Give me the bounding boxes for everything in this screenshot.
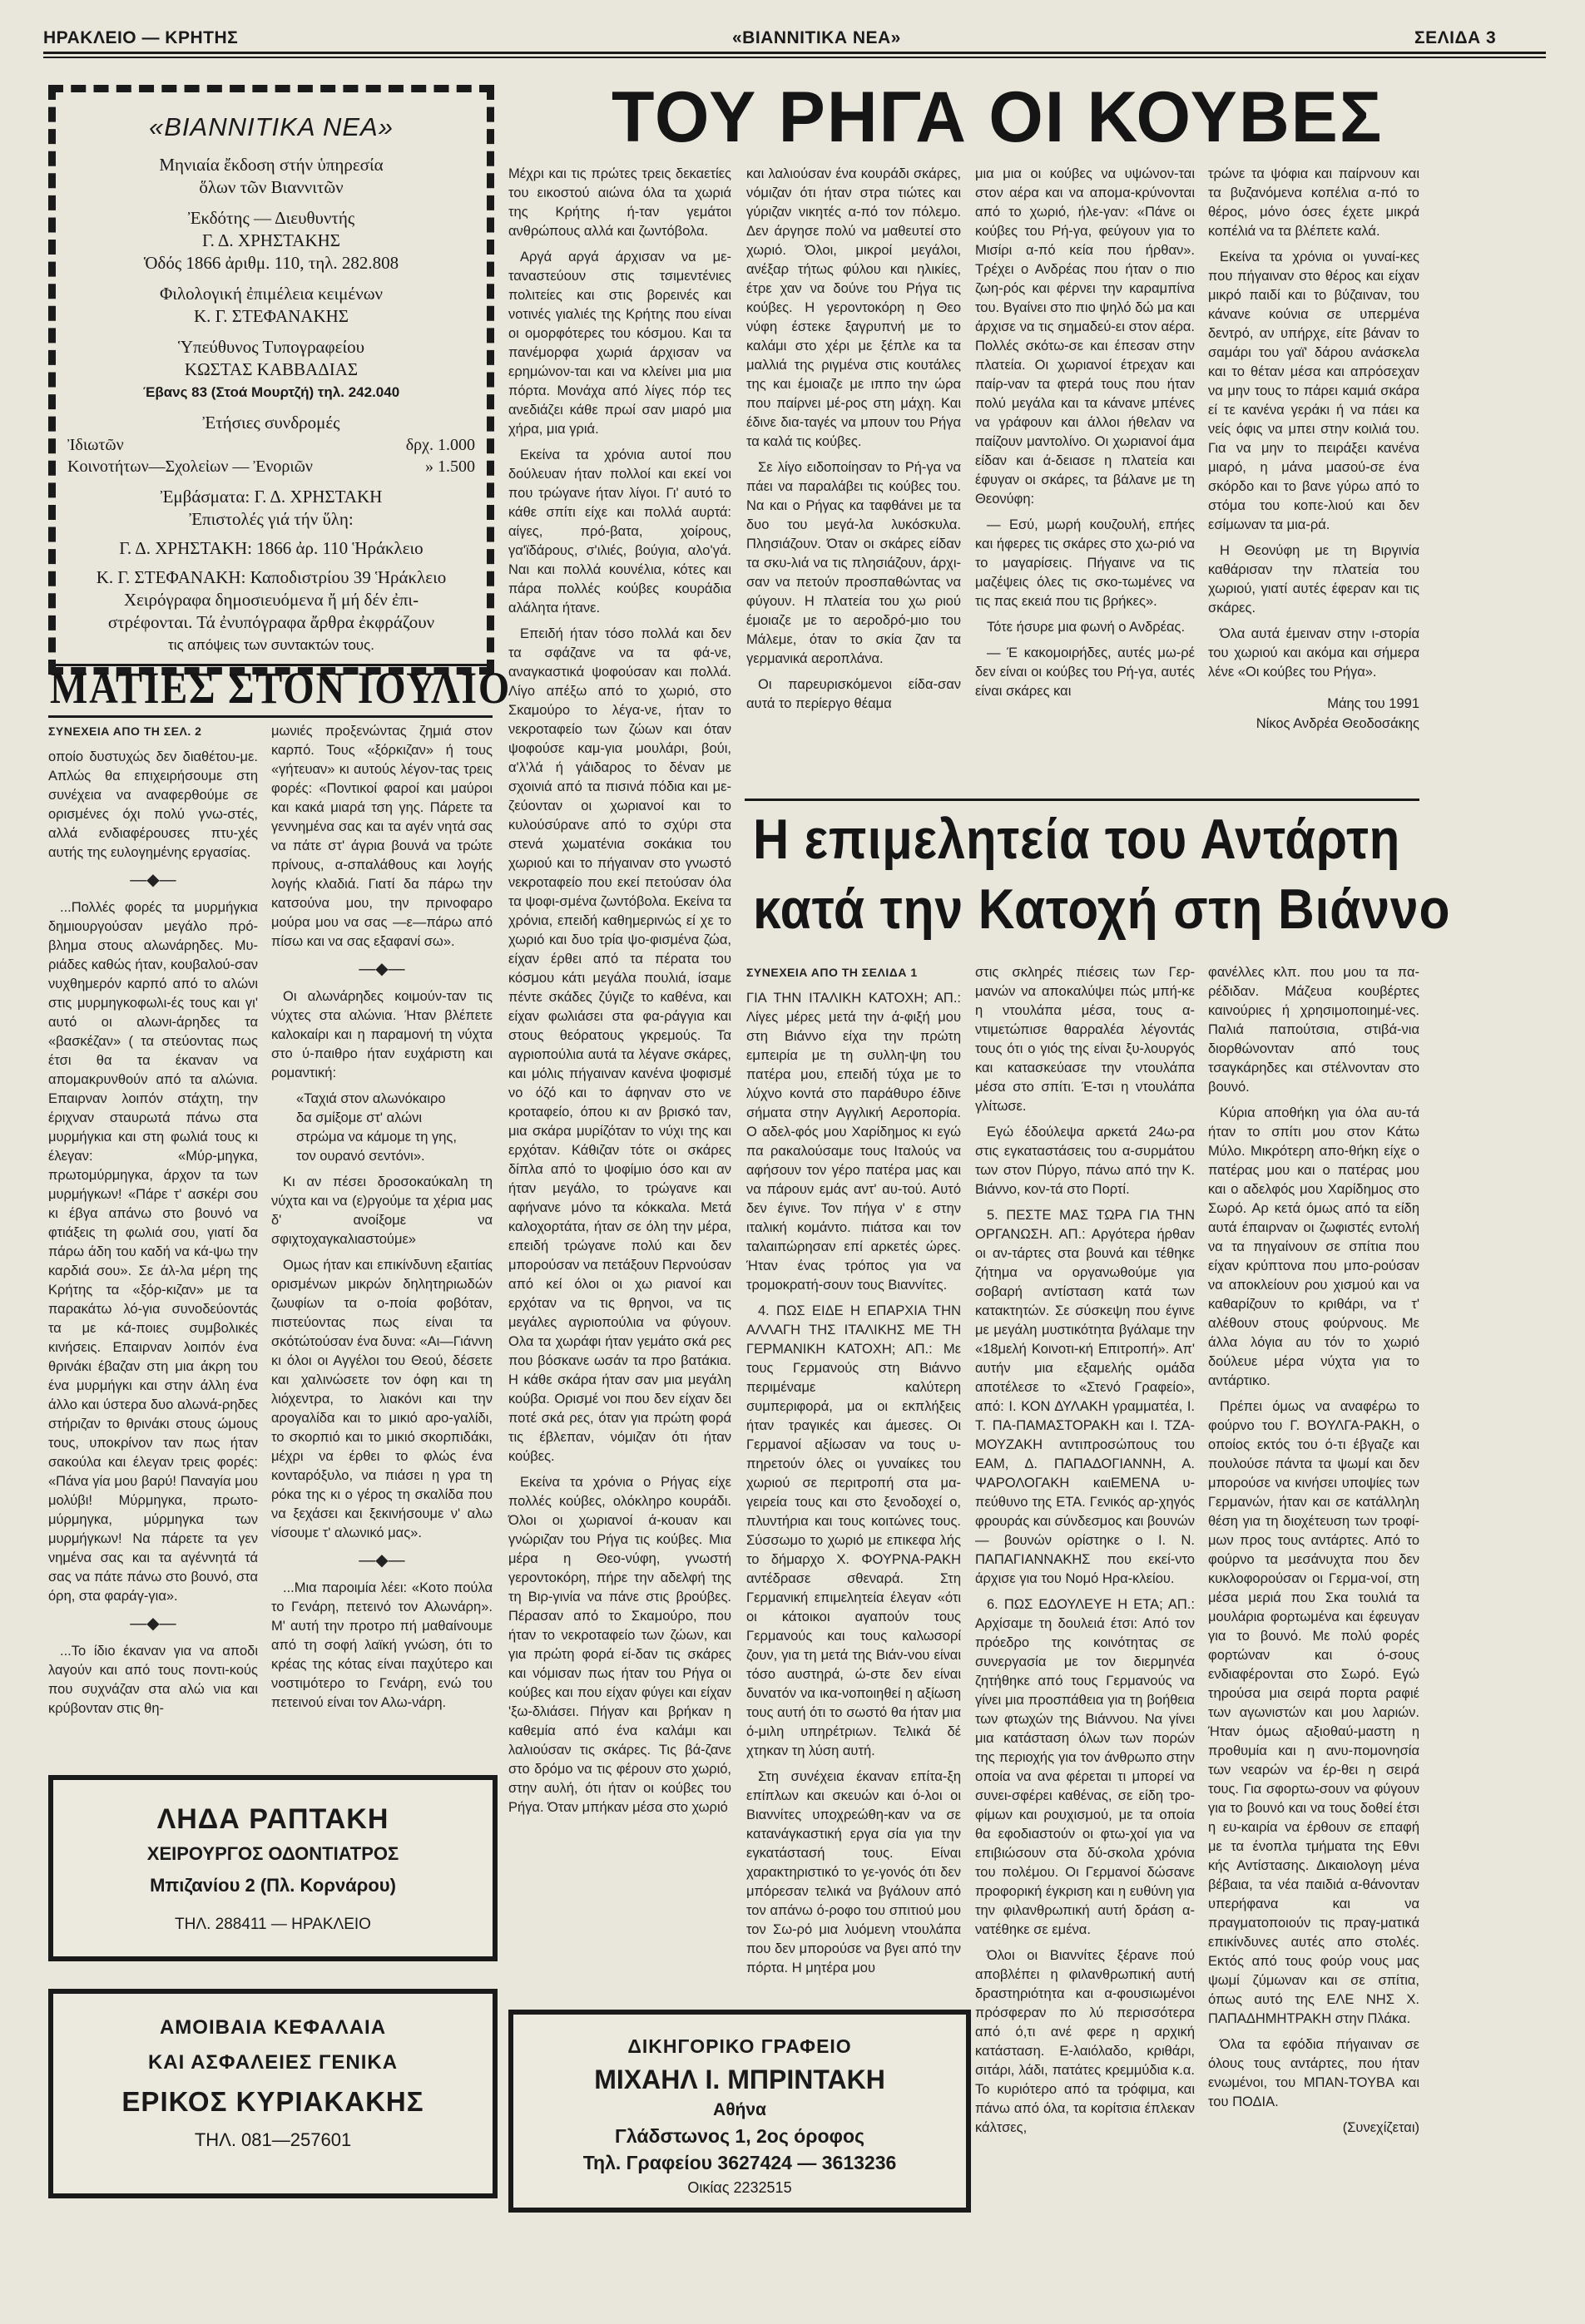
masthead-line: Ἐπιστολές γιά τήν ὕλη: (189, 509, 354, 529)
masthead-line: Φιλολογική ἐπιμέλεια κειμένων (159, 284, 384, 304)
ad-raptaki-line: Μπιζανίου 2 (Πλ. Κορνάρου) (150, 1875, 396, 1896)
ad-lawyer-home-phone: Οικίας 2232515 (687, 2179, 792, 2196)
paragraph: 6. ΠΩΣ ΕΔΟΥΛΕΥΕ Η ΕΤΑ; ΑΠ.: Αρχίσαμε τη δουλειά έτσι: Από τον πρόεδρο της κοινότητας σε συνεργασία με τον διερμηνέα ζητήθηκε από τους Γερμανούς να γίνει μια προσπάθεια για τη βοήθεια των φτωχών της Βιάννου. Να γίνει μια κατάσταση όλων των πορών της περιοχής για τον άνθρωπο στην οποία να ανα φέρεται τι μπορεί να συνει-σφέρει καθένας, σε είδη τρο-φίμων και ρουχισμού, με τα οποία θα εφοδιαστούν οι φτω-χοί για να επιβιώσουν στα δύ-σκολα χρόνια του πολέμου. Οι Γερμανοί δώσανε προφορική έγκριση και η ευθύνη για την φιλανθρωπική αυτή δράση α-νατέθηκε σε εμένα. (975, 1597, 1195, 1937)
ad-lawyer-address: Γλάδστωνος 1, 2ος όροφος (615, 2125, 864, 2147)
ad-lawyer-phone: Τηλ. Γραφείου 3627424 — 3613236 (582, 2152, 897, 2173)
paragraph: Όλα αυτά έμειναν στην ι-στορία του χωριού και ακόμα και σήμερα λένε «Οι κούβες του Ρήγα». (1208, 626, 1419, 680)
paragraph: Όλα τα εφόδια πήγαιναν σε όλους τους αντάρτες, που ήταν ενωμένοι, του ΜΠΑΝ-ΤΟΥΒΑ και του ΠΟΔΙΑ. (1208, 2037, 1419, 2109)
subscription-row (67, 456, 475, 477)
antartis-headline-line-1: Η επιμελητεία του Αντάρτη (753, 808, 1401, 871)
paragraph: Τότε ήσυρε μια φωνή ο Ανδρέας. (987, 620, 1186, 635)
header-newspaper-name: «ΒΙΑΝΝΙΤΙΚΑ ΝΕΑ» (732, 28, 901, 47)
to-be-continued: (Συνεχίζεται) (1342, 2120, 1419, 2135)
paragraph: Εκείνα τα χρόνια οι γυναί-κες που πήγαιναν στο θέρος και είχαν μικρό παιδί και το βύζαιναν, του κάνανε κούνια σε υπερμένα δεντρό, αν υπήρχε, είτε βάναν το σαμάρι του γαϊ' δάρου ανάσκελα και το θέταν μέσα και απρόσεχαν να μην τους το πάρει καμιά σκάρα εί τε κανένα γεράκι ή να πάει κα νείς όφις να μπει στην κοιλιά του. Για να μην το πειράξει κανένα μιαρό, η μάνα μασού-σε ένα σκόρδο και το βανε γύρω από το στόμα του κοπε-λιού και δεν εσίμωναν τα μια-ρά. (1208, 250, 1419, 532)
paragraph: Στη συνέχεια έκαναν επίτα-ξη επίπλων και σκευών και ό-λοι οι Βιαννίτες υποχρεώθη-καν να σε κατανάγκαστική εργα σία για την εγκατάστασή τους. Είναι χαρακτηριστικό το γε-γονός ότι δεν μπόρεσαν τελικά να βγάλουν από τον απάνω ό-ροφο του σπιτιού μου τον Σω-ρό μια λυόμενη ντουλάπα που δεν μπορούσε να βγει από την πόρτα. Η μητέρα μου (746, 1769, 961, 1975)
continued-label: ΣΥΝΕΧΕΙΑ ΑΠΟ ΤΗ ΣΕΛΙΔΑ 1 (746, 966, 918, 979)
paragraph: και λαλιούσαν ένα κουράδι σκάρες, νόμιζαν ότι ήταν στρα τιώτες και γύριζαν νικητές α-πό τον πόλεμο. Δεν άργησε πολύ να μαθευτεί στο χωριό. Όλοι, μικροί μεγάλοι, ανέξαρ τήτως φύλου και ηλικίες, έτρε χαν να δούνε του Ρήγα τις κούβες. Η γεροντοκόρη η Θεο νύφη έστεκε ξαγρυπνή με το καλάμι στο χέρι με ξέπλε κα τα μαλλιά της ριγμένα στις κουτάλες της και έμοιαζε με ιππο την ώρα που παίρνει μέ-ρος στη μάχη. Και έδινε δια-ταγές να μπουν του Ρήγα τα καλά τις κούβες. (746, 166, 961, 449)
paragraph: στις σκληρές πιέσεις των Γερ-μανών να αποκαλύψει πώς μπή-κε η ντουλάπα μέσα, τους α-ντιμετώπισε θαρραλέα λέγοντάς τους ότι ο γιός της είναι ξυ-λουργός και κατασκεύασε την ντουλάπα μέσα στο σπίτι. Έ-τσι η ντουλάπα γλίτωσε. (975, 965, 1195, 1114)
masthead-box (48, 85, 494, 675)
antartis-column-2 (975, 963, 1195, 2144)
paragraph: Εκείνα τα χρόνια αυτοί που δούλευαν ήταν πολλοί και εκεί νοι που τρώγανε ήταν λίγοι. Γι' αυτό το κάθε σπίτι είχε και πολλά αυρτά: αίγες, πρό-βατα, χοίρους, γα'ϊδάρους, σ'ιλιές, βούγια, αλο'γά. Ναι και πολλά κουνέλια, κότες και πάρα πολλές κούβες κουράδια αλάλητα ήτανε. (508, 447, 731, 616)
riga-column-3 (975, 165, 1195, 708)
ad-raptaki-phone: ΤΗΛ. 288411 — ΗΡΑΚΛΕΙΟ (175, 1916, 371, 1933)
paragraph: οποίο δυστυχώς δεν διαθέτου-με. Απλώς θα επιχειρήσουμε στη συνέχεια να αναφερθούμε σε ορισμένες όχι πολύ γνω-στές, αλλά ενδιαφέρουσες πτυ-χές αυτής της ευλογημένης εργασίας. (48, 749, 258, 860)
article-date: Μάης του 1991 (1327, 696, 1419, 711)
masthead-printer-address: Έβανς 83 (Στοά Μουρτζή) τηλ. 242.040 (142, 384, 400, 400)
masthead-line: Ὑπεύθυνος Τυπογραφείου (177, 337, 365, 357)
paragraph: Οι αλωνάρηδες κοιμούν-ταν τις νύχτες στα αλώνια. Ήταν βλέπετε καλοκαίρι και η παραμονή τη νύχτα στο ύ-παιθρο ήταν ευχάριστη και ρομαντική: (271, 989, 493, 1080)
paragraph: Σε λίγο ειδοποίησαν το Ρή-γα να πάει να παραλάβει τις κούβες του. Να και ο Ρήγας κα ταφθάνει με τα δυο του μεγά-λα λυκόσκυλα. Πλησιάζουν. Όταν οι σκάρες είδαν τα σκυ-λιά να τις πλησιάζουν, άρχι-σαν να πετούν προσπαθώντας να φύγουν. Η πλατεία του χω ριού έμοιαζε με το αεροδρό-μιο του Μάλεμε, όταν το σκία ζαν τα γερμανικά αεροπλάνα. (746, 460, 961, 666)
masthead-printer: ΚΩΣΤΑΣ ΚΑΒΒΑΔΙΑΣ (184, 359, 359, 379)
paragraph: ...Πολλές φορές τα μυρμήγκια δημιουργούσαν μεγάλο πρό-βλημα στους αλωνάρηδες. Μυ-ριάδες καθώς ήταν, κουβαλού-σαν νυχθημερόν καρπό από το αλώνι στις μυρμηγκοφωλι-ές τους και γι' αυτό οι αλωνι-άρηδες τα «βασκέζαν» ( τα στεύοντας πως έτσι θα τα έκαναν να απομακρυνθούν από τα αλώνια. Επαιρναν λοιπόν στάχτη, την έριχναν σταυρωτά πάνω στα μυρμήγκια και στη φωλιά τους κι έλεγαν: «Μύρ-μηγκα, πρωτομύρμηγκα, άρχον τα των μυρμήγκων! «Πάρε τ' ασκέρι σου κι έβγα απάνω στο βουνό να φτιάξεις τη φωλιά σου, γιατί δα πάρω άδη του καδή να κά-ψω την καρδιά σου». Σε άλ-λα μέρη της Κρήτης τα «ξόρ-κιζαν» με τα παρακάτω λό-για συνοδεύοντάς τα με κά-ποιες συμβολικές κινήσεις. Επαιρναν λοιπόν ένα θρινάκι έβαζαν στη μια άκρη του ένα μυρμήγκι και στην άλλη ένα άλλο και ύστερα δυο αλωνά-ρηδες στήριζαν το θρινάκι στους ώμους τους, υποκρίνον ταν πως ήταν σακούλα και έλεγαν τρεις φορές: «Πάνα γία μου βαρύ! Παναγία μου μολύβι! Μύρμηγκα, πρωτο-μύρμηγκα, μύρμηγκα των μυρμήγκων! Να πάρετε τα γεν νημένα σας και τα αγέννητά τά σας να πάτε πάνω στο βουνό, στα όρη, στα φαράγ-για». (48, 900, 258, 1604)
subscription-label: Κοινοτήτων—Σχολεἰων — Ἐνοριῶν (67, 457, 313, 476)
paragraph: Εγώ έδούλεψα αρκετά 24ω-ρα στις εγκαταστάσεις του α-συρμάτου των στον Πύργο, πάνω από την Κ. Βιάννο, κον-τά στο Πορτί. (975, 1125, 1195, 1197)
ad-kyriakakis (48, 1989, 498, 2198)
paragraph: ΓΙΑ ΤΗΝ ΙΤΑΛΙΚΗ ΚΑΤΟΧΗ; ΑΠ.: Λίγες μέρες μετά την ά-φιξή μου στη Βιάννο είχα την πρώτη εμπειρία με τη συλλη-ψη του πατέρα μου, επειδή τύχα με το λύχνο κοντά στο παράθυρο έδινε σήματα στην Αγγλική Αεροπορία. Ο αδελ-φός μου Χαρίδημος κι εγώ πα ρακαλούσαμε τους Ιταλούς να αφήσουν τον γέρο πατέρα μας και να πάρουν εμάς αντ' αυ-τού. Αυτό δεν έγινε. Τον πήγα ν' ε στην ιταλική κομάντο. πιάτσα και τον ταλαιπώρησαν επί αρκετές ώρες. Ήταν ένας τρόπος για να τρομοκρατή-σουν τους Βιαννίτες. (746, 991, 961, 1293)
article-author: Νίκος Ανδρέα Θεοδοσάκης (1256, 716, 1419, 731)
ad-raptaki-name: ΛΗΔΑ ΡΑΠΤΑΚΗ (156, 1803, 389, 1835)
masthead-line: Ἐμβάσματα: Γ. Δ. ΧΡΗΣΤΑΚΗ (160, 487, 383, 507)
maties-headline: ΜΑΤΙΕΣ ΣΤΟΝ ΙΟΥΛΙΟ (50, 663, 512, 713)
masthead-address: Ὁδός 1866 ἀριθμ. 110, τηλ. 282.808 (143, 253, 399, 273)
antartis-column-1 (746, 963, 961, 1985)
masthead-title: «ΒΙΑΝΝΙΤΙΚΑ ΝΕΑ» (149, 112, 394, 141)
masthead-line: στρέφονται. Τά ἐνυπόγραφα ἄρθρα ἐκφράζουν (107, 612, 435, 632)
paragraph: Πρέπει όμως να αναφέρω το φούρνο του Γ. ΒΟΥΛΓΑ-ΡΑΚΗ, ο οποίος εκτός του ό-τι έβγαζε και πουλούσε πάντα τα ψωμί και δεν μπορούσε να κινήσει υποψίες των Γερμανών, ήταν και σε κατάλληλη θέση για τη διοχέτευση των τροφί-μων προς τους αντάρτες. Από το φούρνο τα μεσάνυχτα που δεν κυκλοφορούσαν οι Γερμα-νοί, στη μέσα μεριά που Σκα τουλιά τα μουλάρια φορτωμένα και έφευγαν για το βουνό. Με πολύ φορές φορτώναν και ό-σους ενδιαφέρονται στο Σωρό. Εγώ τηρούσα μια σειρά πορτα ραφιέ των αγωνιστών και μου λαριών. Ήταν όμως αξιοθαύ-μαστη η προθυμία και η ανυ-πομονησία των νεαρών να έρ-θει η σειρά τους. Για σφορτω-σουν να φύγουν για το βουνό και να τους δοθεί έτσι η ευ-καιρία να έρθουν σε επαφή με τα ένοπλα τμήματα της Εθνι κής Αντίστασης. Δικαιολογη μένα βέβαια, τα νέα παιδιά α-θάνονταν υπερήφανα και να πραγματοποιούν τις πραγ-ματικά επικίνδυνες αυτές απο στολές. Εκτός από τους φούρ νους μας ψωμί ζύμωναν και σε σπίτια, όπως αυτό της ΕΛΕ ΝΗΣ Χ. ΠΑΠΑΔΗΜΗΤΡΑΚΗ στην Πλάκα. (1208, 1399, 1419, 2026)
header-rule (43, 52, 1546, 54)
ad-kyriakakis-name: ΕΡΙΚΟΣ ΚΥΡΙΑΚΑΚΗΣ (121, 2086, 424, 2117)
masthead-line: Μηνιαία ἔκδοση στήν ὑπηρεσία (159, 155, 384, 175)
paragraph: μια μια οι κούβες να υψώνον-ται στον αέρα και να απομα-κρύνονται από το χωριό, ήλε-γαν: «Πάνε οι κούβες του Ρή-γα, φεύγουν για το Μισίρι α-πό κεία που ήρθαν». Τρέχει ο Ανδρέας που ήταν ο πιο ζωη-ρός και φέρνει την καραμπίνα του. Βγαίνει στο πιο ψηλό δώ μα και άρχισε να τις σημαδεύ-ει στον αέρα. Πολλές σκότω-σε και έπεσαν στην πλατεία. Οι χωριανοί έτρεχαν και παίρ-ναν τα φτερά τους που ήταν πολύ μεγάλα και τα κάνανε μπένες να γράφουν και άλλοι ήθελαν να παίζουν μαντολίνο. Οι χωριανοί άμα είδαν και ά-δειασε η πλατεία και έφυγαν οι σκάρες, τα βάλανε με τη Θεονύφη: (975, 166, 1195, 507)
paragraph: — Έ κακομοιρήδες, αυτές μω-ρέ δεν είναι οι κούβες του Ρή-γα, αυτές είναι σκάρες και (975, 645, 1195, 699)
headline-rule (48, 715, 493, 718)
masthead-line: Χειρόγραφα δημοσιευόμενα ἤ μή δέν ἐπι- (123, 590, 419, 610)
ad-kyriakakis-phone: ΤΗΛ. 081—257601 (194, 2129, 352, 2150)
masthead-line: Ἐτήσιες συνδρομές (202, 413, 340, 433)
paragraph: 4. ΠΩΣ ΕΙΔΕ Η ΕΠΑΡΧΙΑ ΤΗΝ ΑΛΛΑΓΗ ΤΗΣ ΙΤΑΛΙΚΗΣ ΜΕ ΤΗ ΓΕΡΜΑΝΙΚΗ ΚΑΤΟΧΗ; ΑΠ.: Με τους Γερμανούς στη Βιάννο περιμέναμε καλύτερη συμπεριφορά, μα οι εκπλήξεις ήταν τραγικές και άμεσες. Οι Γερμανοί αξίωσαν να τους υ-πηρετούν όλες οι γυναίκες του χωριού σε περιτροπή στα μα-γειρεία τους και στο ξενοδοχεί ο, πλυντήρια και τους κοιτώνες τους. Σύσσωμο το χωριό με επικεφα λής το δήμαρχο Χ. ΦΟΥΡΝΑ-ΡΑΚΗ αντέδρασε σθεναρά. Στη Γερμανική επιμελητεία έλεγαν «ότι οι κάτοικοι αγαπούν τους Γερμανούς και τους καλωσορί ζουν, για τη μετά της Βιάν-νου είναι τόσο αυστηρά, ώ-στε δεν είναι δυνατόν να ικα-νοποιηθεί η αξίωση τους αυτή ότι το σωστό θα ήταν μια ό-μιλη υπηρέτριων. Τελικά δέ χτηκαν τη λύση αυτή. (746, 1303, 961, 1758)
paragraph: μωνιές προξενώντας ζημιά στον καρπό. Τους «ξόρκιζαν» ή τους «γήτευαν» κι αυτούς λέγον-τας τρεις φορές: «Ποντικοί φαροί και μαύροι και κακά μιαρά τση γης. Πάρετε τα γεννημένα σας και τα αγέν νητά σας να πάτε στ' άγρια βουνά να τρώτε πρίνους, α-σπαλάθους και λογής λογής κλαδιά. Γιατί δα πάρω την κατσούνα μου, την πρινοφαρο μούρα μου να σας —ε—πάρω από πίσω και να σας εξαφανί σω». (271, 724, 493, 949)
ad-lawyer (508, 2010, 971, 2213)
paragraph: Η Θεονύφη με τη Βιργινία καθάρισαν την πλατεία του χωριού, γιατί αυτές έφεραν και τις σκάρες. (1208, 543, 1419, 616)
masthead-publisher: Γ. Δ. ΧΡΗΣΤΑΚΗΣ (201, 230, 341, 250)
paragraph: ...Το ίδιο έκαναν για να αποδι λαγούν και από τους ποντι-κούς που συχνάζαν στα αλώ νια και κρύβονταν στις θη- (48, 1644, 258, 1716)
masthead-line: Κ. Γ. ΣΤΕΦΑΝΑΚΗ: Καποδιστρίου 39 Ἡράκλειο (96, 567, 447, 587)
paragraph: φανέλλες κλπ. που μου τα πα-ρέδιδαν. Μάζευα κουβέρτες καινούριες ή χρησιμοποιημέ-νες. Παλιά παπούτσια, στιβά-νια διορθώνονταν από τους τσαγκάρηδες και στέλνονταν στο βουνό. (1208, 965, 1419, 1095)
paragraph: ...Μια παροιμία λέει: «Κοτο πούλα το Γενάρη, πετεινό τον Αλωνάρη». Μ' αυτή την προτρο πή μαθαίνουμε από τη σοφή λαϊκή γνώση, ότι το κρέας της κότας είναι παχύτερο και νοστιμότερο το Γενάρη, ενώ του πετεινού είναι τον Αλω-νάρη. (271, 1580, 493, 1710)
maties-column-2 (271, 722, 493, 1719)
verse-line: «Ταχιά στον αλωνόκαιρο (296, 1091, 446, 1106)
subscription-value: » 1.500 (425, 457, 475, 476)
paragraph: τρώνε τα ψόφια και παίρνουν και τα βυζανόμενα κοπέλια α-πό το θέρος, μόνο όσες έχετε μικρά κοπέλιά να τα βλέπετε καλά. (1208, 166, 1419, 239)
paragraph: — Εσύ, μωρή κουζουλή, επήες και ήφερες τις σκάρες στο χω-ριό να το μαγαρίσεις. Πήγαινε να τις μαζέψεις όλες τις σκο-τωμένες να τις πας εκειά που τις βρήκες». (975, 517, 1195, 609)
riga-column-4 (1208, 165, 1419, 734)
header-page-number: ΣΕΛΙΔΑ 3 (1414, 28, 1497, 47)
ad-lawyer-name: ΜΙΧΑΗΛ Ι. ΜΠΡΙΝΤΑΚΗ (594, 2064, 885, 2094)
ad-lawyer-city: Αθήνα (713, 2100, 766, 2119)
headline-rule (745, 799, 1419, 801)
verse-line: δα σμίξομε στ' αλώνι (296, 1110, 423, 1125)
ad-lawyer-line: ΔΙΚΗΓΟΡΙΚΟ ΓΡΑΦΕΙΟ (627, 2035, 852, 2057)
ad-kyriakakis-line: ΚΑΙ ΑΣΦΑΛΕΙΕΣ ΓΕΝΙΚΑ (147, 2051, 399, 2074)
verse-line: τον ουρανό σεντόνι». (296, 1149, 425, 1164)
paragraph: Επειδή ήταν τόσο πολλά και δεν τα σφάζανε να τα φά-νε, αναγκαστικά ψοφούσαν και πολλά. Λίγο απέξω από το χωριό, στο Σκαμούρο το λέγα-νε, ήταν το νεκροταφείο των ζώων και όταν ψοφούσε καμ-για μουλάρι, βούι, α'λ'λά ή γάιδαρος το δέναν με σχοινιά από τα πισινά πόδια και με-ζεύονταν οι χωριανοί και το κυλούσύρανε από το σχύρι στα στενά χωματένια σοκάκια του χωριού και το πήγαιναν στο γνωστό νεκροταφείο που εκεί πετούσαν όλα τα ψοφι-σμένα ζωντόβολα. Εκείνα τα χρόνια, επειδή καθημερινώς εί χε το χωριό και δυο τρία ψο-φισμένα ζώα, είχαν έρθει από τα πέρατα του κόσμου κάτι μεγάλα πουλιά, ίσαμε πέντε σκάδες ζύγιζε το καθένα, και είχαν φωλιάσει στα φα-ράγγια και στους θεόρατους γκρεμούς. Τα αγριοπούλια αυτά τα λέγανε σκάρες, και μόλις πήγαιναν κανένα ψοφισμέ νο όζό και το άφηναν στο νε κροταφείο, όπου κι αν βρισκό ταν, μια σκάρα μυρίζόταν το νύχι της και ερχόταν. Κάθιζαν τότε οι σκάρες δίπλα από το ψοφίμιο όσο και αν ήταν μεγάλο, το τρώγανε και αφήνανε μόνο τα κόκκαλα. Μετά καλοχορτάτα, ήταν σε όλη την μέρα, επειδή τρώγανε πολύ και δεν μπορούσαν να πετάξουν Περνούσαν από κεί όλοι οι χω ριανοί και ερχόταν να τις θρηνοι, να τις μεγάλες αγριοπούλια να φύγουν. Ολα τα χωράφι ήταν γεμάτο σκά ρες που βόσκανε ωσάν τα προ βατάκια. Η κάθε σκάρα ήταν σαν μια μεγάλη κούβα. Ορισμέ νοι που δεν είχαν δει ποτέ σκά ρες, όταν για πρώτη φορά τις έβλεπαν, νόμιζαν ότι ήταν κούβες. (508, 626, 731, 1464)
masthead-line: Γ. Δ. ΧΡΗΣΤΑΚΗ: 1866 ἀρ. 110 Ἡράκλειο (119, 538, 423, 558)
antartis-headline-line-2: κατά την Κατοχή στη Βιάννο (753, 878, 1451, 941)
masthead-line: τις απόψεις των συντακτών τους. (168, 637, 374, 653)
paragraph: Μέχρι και τις πρώτες τρεις δεκαετίες του εικοστού αιώνα όλα τα χωριά της Κρήτης ή-ταν γεμάτοι ανθρώπους αλλά και ζωντόβολα. (508, 166, 731, 239)
paragraph: Ομως ήταν και επικίνδυνη εξαιτίας ορισμένων μικρών δηλητηριωδών ζωυφίων τα ο-ποία φοβόταν, πιστεύοντας πως είναι τα σκότώτούσαν ένα δυνα: «Αι—Γιάννη κι όλοι οι Αγγέλοι του Θεού, δέσετε και χαλινώσετε τον όφη και τη λιόχεντρα, το λιακόνι και την αρογαλίδα και το μικιό αρο-γαλίδι, το σκορπιό και το μικιό σκορπιδάκι, μέχρι να έρθει το φλώς ένα κονταρόξυλο, να πιάσει η γρα τη ρόκα της κι ο γέρος τη σκαλίδα που να ξεχάσει και ξεκινήσουμε ν' αλω νίσουμε τ' αλωνικό μας». (271, 1258, 493, 1540)
separator-icon: —◆— (359, 960, 405, 978)
verse-line: στρώμα να κάμομε τη γης, (296, 1130, 457, 1145)
ad-kyriakakis-line: ΑΜΟΙΒΑΙΑ ΚΕΦΑΛΑΙΑ (159, 2016, 387, 2039)
separator-icon: —◆— (130, 871, 176, 889)
paragraph: Όλοι οι Βιαννίτες ξέρανε πού αποβλέπει η φιλανθρωπική αυτή δραστηριότητα και α-φουσιωμένοι πρόσφεραν πο λύ περισσότερα από ό,τι ανέ φερε η αρχική κατάσταση. Ε-λαιόλαδο, κριθάρι, σιτάρι, λάδι, πατάτες κρεμμύδια κ.α. Το κυριότερο από τα τρόφιμα, και πάνω από όλα, τα κορίτσια έπλεκαν κάλτσες, (975, 1948, 1195, 2135)
paragraph: Κι αν πέσει δροσοκαύκαλη τη νύχτα και να (ε)ργούμε τα χέρια μας δ' ανοίξομε να σφιχτοχαγκαλιαστούμε» (271, 1174, 493, 1247)
paragraph: Αργά αργά άρχισαν να με-ταναστεύουν στις τσιμεντένιες πολιτείες και στις βορεινές και νοτινές γιαλιές της Κρήτης που είναι οι ομορφότερες του κόσμου. Και τα πανέμορφα χωριά άρχισαν να ερημώνον-ται και να κλείνει μια μια πόρτα. Μονάχα από λίγες πόρ τες ανεδιάζει κάθε πρωί σαν μιαρό μια χήρα, μια γριά. (508, 250, 731, 437)
subscription-value: δρχ. 1.000 (405, 436, 475, 454)
ad-raptaki-line: ΧΕΙΡΟΥΡΓΟΣ ΟΔΟΝΤΙΑΤΡΟΣ (146, 1843, 399, 1864)
separator-icon: —◆— (359, 1551, 405, 1570)
riga-column-1 (508, 165, 731, 1824)
ad-raptaki (48, 1775, 498, 1961)
subscription-label: Ἰδιωτῶν (67, 436, 124, 454)
antartis-column-3 (1208, 963, 1419, 2144)
riga-headline: ΤΟΥ ΡΗΓΑ ΟΙ ΚΟΥΒΕΣ (612, 77, 1384, 157)
masthead-line: ὅλων τῶν Βιαννιτῶν (199, 177, 344, 197)
header-location: ΗΡΑΚΛΕΙΟ — ΚΡΗΤΗΣ (43, 28, 239, 47)
header-rule-thin (43, 57, 1546, 58)
continued-label: ΣΥΝΕΧΕΙΑ ΑΠΟ ΤΗ ΣΕΛ. 2 (48, 724, 202, 738)
subscription-row (67, 434, 475, 456)
masthead-editor: Κ. Γ. ΣΤΕΦΑΝΑΚΗΣ (193, 306, 349, 326)
paragraph: Οι παρευρισκόμενοι είδα-σαν αυτά το περίεργο θέαμα (746, 677, 961, 711)
riga-column-2 (746, 165, 961, 720)
paragraph: Κύρια αποθήκη για όλα αυ-τά ήταν το σπίτι μου στον Κάτω Μύλο. Μικρότερη απο-θήκη είχε ο πατέρας μου και ο πατέρας μου και ο αδελφός μου Χαρίδημος στο Σωρό. Αρ κετά όμως από τα είδη αυτά έπαιρναν οι ζωφιστές εντολή να τα πηγαίνουν σε σπίτια που είχαν κρύπτονα που μπο-ρούσαν να αποκλείουν ρου χισμού και να καθαρίζουν το κριθάρι, να τ' αλέθουν στους φούρνους. Με άλλα λόγια αυ τόν το χωριό δούλευε μέρα νύχτα για το αντάρτικο. (1208, 1105, 1419, 1388)
paragraph: 5. ΠΕΣΤΕ ΜΑΣ ΤΩΡΑ ΓΙΑ ΤΗΝ ΟΡΓΑΝΩΣΗ. ΑΠ.: Αργότερα ήρθαν οι αν-τάρτες στα βουνά και τέθηκε ζήτημα να οργανωθούμε για σοβαρή αντίσταση κατά των κατακτητών. Σε σύσκεψη που έγινε με μεγάλη μυστικότητα βγάλαμε την «18μελή Κοινοτι-κή Επιτροπή». Απ' αυτήν μια εξαμελής ομάδα αποτέλεσε το «Στενό Γραφείο», από: Ι. ΚΟΝ ΔΥΛΑΚΗ γραμματέα, Ι. Τ. ΠΑ-ΠΑΜΑΣΤΟΡΑΚΗ και Ι. ΤΖΑ-ΜΟΥΖΑΚΗ αντιπροσώπους του ΕΑΜ, Δ. ΠΑΠΑΔΟΓΙΑΝΝΗ, Α. ΨΑΡΟΛΟΓΑΚΗ καιΕΜΕΝΑ υ-πεύθυνο της ΕΤΑ. Γενικός αρ-χηγός φρουράς και σύνδεσμος και βουνών — βουνών ορίστηκε ο Ι. Ν. ΠΑΠΑΓΙΑΝΝΑΚΗΣ που εκεί-ντο άρχισε για του Νομό Ηρα-κλείου. (975, 1208, 1195, 1586)
maties-column-1 (48, 722, 258, 1725)
paragraph: Εκείνα τα χρόνια ο Ρήγας είχε πολλές κούβες, ολόκληρο κουράδι. Όλοι οι χωριανοί ά-κουαν και γνώριζαν του Ρήγα τις κούβες. Μια μέρα η Θεο-νύφη, γνωστή γεροντοκόρη, πήρε την αδελφή της τη Βιρ-γινία να πάνε στις βρούβες. Πέρασαν από το Σκαμούρο, που ήταν το νεκροταφείο των ζώων, και για πρώτη φορά εί-δαν τις σκάρες και νόμισαν πως ήταν του Ρήγα οι κούβες και που είχαν φύγει και είχαν 'ξω-δλιάσει. Πήγαν και βρήκαν η καθεμία από ένα καλάμι και λαλιούσαν τις σκάρες. Τις βά-ζανε στο δρόμο να τις φέρουν στο χωριό, στην αυλή, ότι ήταν οι κούβες του Ρήγα. Όταν μπήκαν μέσα στο χωριό (508, 1475, 731, 1815)
separator-icon: —◆— (130, 1614, 176, 1633)
masthead-line: Ἐκδότης — Διευθυντής (187, 208, 355, 228)
